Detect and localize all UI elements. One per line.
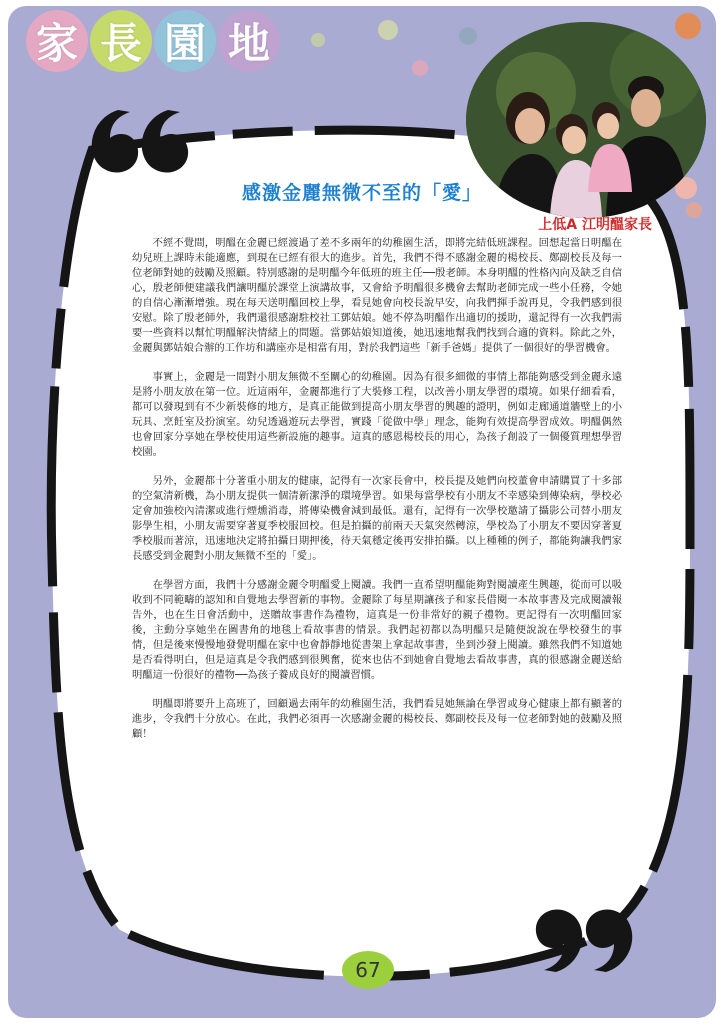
- article-paragraph: 另外，金麗都十分著重小朋友的健康，記得有一次家長會中，校長提及她們向校董會申請購買了十多部的空氣清新機，為小朋友提供一個清新潔淨的環境學習。如果每當學校有小朋友不幸感染到傳染病，學校必定會加強校內清潔或進行煙燻消毒，將傳染機會減到最低。還有，記得有一次學校邀請了攝影公司替小朋友影學生相，小朋友需要穿著夏季校服回校。但是拍攝的前兩天天氣突然轉涼，學校為了小朋友不要因穿著夏季校服而著涼，迅速地決定將拍攝日期押後，待天氣穩定後再安排拍攝。以上種種的例子，都能夠讓我們家長感受到金麗對小朋友無微不至的「愛」。: [132, 475, 622, 562]
- title-char-2: 長: [90, 10, 152, 72]
- article-byline: 上低A 江明醞家長: [538, 217, 652, 233]
- title-char-3: 園: [154, 10, 216, 72]
- section-title: [26, 10, 280, 72]
- page-number: 67: [342, 951, 394, 989]
- article-paragraph: 事實上，金麗是一間對小朋友無微不至關心的幼稚園。因為有很多細微的事情上都能夠感受到金麗永遠是將小朋友放在第一位。近這兩年，金麗都進行了大裝修工程，以改善小朋友學習的環境。如果仔細看看，都可以發現到有不少新裝修的地方，是真正能做到提高小朋友學習的興趣的證明，例如走廊通道牆壁上的小玩具、烹飪室及扮演室。幼兒透過遊玩去學習，實踐「從做中學」理念，能夠有效提高學習成效。明醞偶然也會回家分享她在學校使用這些新設施的趣事。這真的感恩楊校長的用心，為孩子創設了一個優質理想學習校園。: [132, 371, 622, 458]
- article-paragraph: 在學習方面，我們十分感謝金麗令明醞愛上閱讀。我們一直希望明醞能夠對閱讀產生興趣，從而可以吸收到不同範疇的認知和自覺地去學習新的事物。金麗除了每星期讓孩子和家長借閱一本故事書及完成閱讀報告外，也在生日會活動中，送贈故事書作為禮物，這真是一份非常好的親子禮物。更記得有一次明醞回家後，主動分享她坐在圖書角的地毯上看故事書的情景。我們起初都以為明醞只是隨便說說在學校發生的事情，但是後來慢慢地發覺明醞在家中也會靜靜地從書架上拿起故事書，坐到沙發上閱讀。雖然我們不知道她是否看得明白，但是這真是令我們感到很興奮，從來也估不到她會自覺地去看故事書，真的很感謝金麗送給明醞這一份很好的禮物──為孩子養成良好的閱讀習慣。: [132, 579, 622, 681]
- article-paragraph: 不經不覺間，明醞在金麗已經渡過了差不多兩年的幼稚園生活，即將完結低班課程。回想起當日明醞在幼兒班上課時未能適應，到現在已經有很大的進步。首先，我們不得不感謝金麗的楊校長、鄭副校長及每一位老師對她的鼓勵及照顧。特別感謝的是明醞今年低班的班主任──殷老師。本身明醞的性格內向及缺乏自信心，殷老師便建議我們讓明醞於課堂上演講故事，又會給予明醞很多機會去幫助老師完成一些小任務，令她的自信心漸漸增強。現在每天送明醞回校上學，看見她會向校長說早安，向我們揮手說再見，令我們感到很安慰。除了殷老師外，我們還很感謝駐校社工鄧姑娘。她不停為明醞作出適切的援助，還記得有一次我們需要一些資料以幫忙明醞解決情緒上的問題。當鄧姑娘知道後，她迅速地幫我們找到合適的資料。除此之外，金麗與鄧姑娘合辦的工作坊和講座亦是相當有用，對於我們這些「新手爸媽」提供了一個很好的學習機會。: [132, 237, 622, 354]
- article-title: 感激金麗無微不至的「愛」: [241, 182, 482, 204]
- title-char-4: 地: [218, 10, 280, 72]
- article-paragraph: 明醞即將要升上高班了，回顧過去兩年的幼稚園生活，我們看見她無論在學習或身心健康上都有顯著的進步，令我們十分放心。在此，我們必須再一次感謝金麗的楊校長、鄭副校長及每一位老師對她的鼓勵及照顧！: [132, 698, 622, 740]
- article-body: [132, 236, 622, 756]
- title-char-1: 家: [26, 10, 88, 72]
